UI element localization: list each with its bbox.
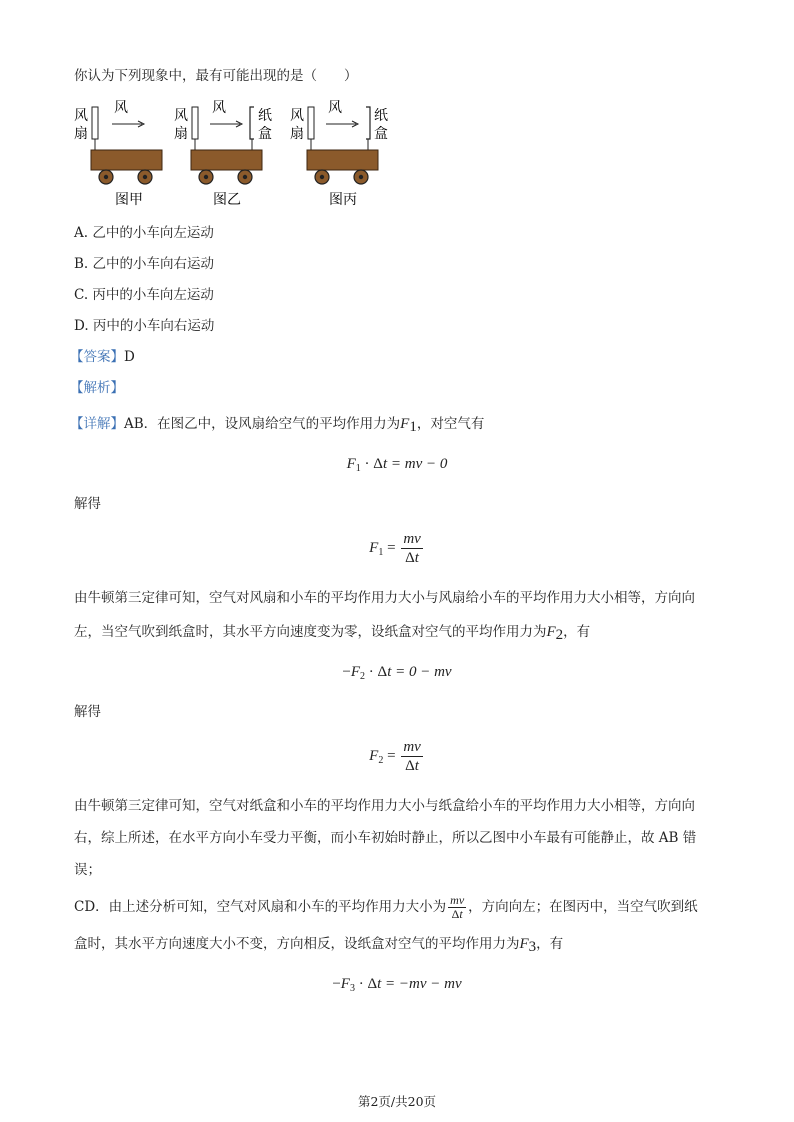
cart-body bbox=[307, 150, 378, 170]
equation-3: $-F_2 \cdot \Delta t = 0$ − mv bbox=[342, 664, 452, 682]
detail-p3c: 误； bbox=[74, 862, 101, 878]
paper-box-icon bbox=[250, 107, 254, 139]
equation-1: $F_1 \cdot \Delta t$ = mv − 0 bbox=[346, 456, 448, 474]
answer-tag: 【答案】 bbox=[70, 349, 124, 365]
svg-text:风: 风 bbox=[290, 108, 304, 124]
answer-line bbox=[70, 347, 135, 367]
detail-tag: 【详解】 bbox=[70, 416, 124, 432]
svg-text:扇: 扇 bbox=[290, 126, 304, 142]
svg-text:风: 风 bbox=[212, 100, 226, 116]
equation-2: $F_1$ = $\frac{mv}{\Delta t}$ bbox=[369, 531, 421, 566]
cart-figure bbox=[70, 98, 390, 218]
detail-p3a: 由牛顿第三定律可知，空气对纸盒和小车的平均作用力大小与纸盒给小车的平均作用力大小相等，方向向 bbox=[74, 798, 695, 814]
equation-4: $F_2$ = $\frac{mv}{\Delta t}$ bbox=[369, 739, 421, 774]
equation-5: $-F_3 \cdot \Delta t = -mv$ − mv bbox=[332, 976, 462, 994]
page-footer: 第2页/共20页 bbox=[357, 1094, 437, 1109]
detail-p3b: 右，综上所述，在水平方向小车受力平衡，而小车初始时静止，所以乙图中小车最有可能静止，故 AB 错 bbox=[74, 830, 697, 846]
option-c: C. 丙中的小车向左运动 bbox=[74, 287, 214, 303]
answer-value: D bbox=[124, 349, 135, 365]
cart-yi bbox=[174, 100, 272, 208]
cart-body bbox=[191, 150, 262, 170]
question-stem: 你认为下列现象中，最有可能出现的是（ ） bbox=[74, 68, 358, 84]
fan-label-1: 风 bbox=[74, 108, 88, 124]
option-a: A. 乙中的小车向左运动 bbox=[74, 225, 214, 241]
fan-icon bbox=[92, 107, 98, 139]
wind-label: 风 bbox=[114, 100, 128, 116]
cart-bing bbox=[290, 100, 388, 208]
svg-text:扇: 扇 bbox=[174, 126, 188, 142]
fan-icon bbox=[192, 107, 198, 139]
jiede-1: 解得 bbox=[74, 496, 101, 512]
svg-text:风: 风 bbox=[328, 100, 342, 116]
option-d: D. 丙中的小车向右运动 bbox=[74, 318, 215, 334]
box-label-2: 盒 bbox=[258, 126, 272, 142]
paper-box-icon bbox=[366, 107, 370, 139]
cart-jia bbox=[74, 100, 162, 208]
jiede-2: 解得 bbox=[74, 704, 101, 720]
detail-p2a: 由牛顿第三定律可知，空气对风扇和小车的平均作用力大小与风扇给小车的平均作用力大小相等，方向向 bbox=[74, 590, 695, 606]
box-label-1: 纸 bbox=[258, 108, 272, 124]
option-b: B. 乙中的小车向右运动 bbox=[74, 256, 215, 272]
cart-body bbox=[91, 150, 162, 170]
svg-text:风: 风 bbox=[174, 108, 188, 124]
caption-jia: 图甲 bbox=[115, 192, 143, 208]
caption-bing: 图丙 bbox=[329, 192, 357, 208]
svg-text:盒: 盒 bbox=[374, 126, 388, 142]
detail-p4a: CD．由上述分析可知，空气对风扇和小车的平均作用力大小为 $\frac{mv}{\Delta t}$ ，方向向左；在图丙中，当空气吹到纸 bbox=[74, 893, 698, 921]
caption-yi: 图乙 bbox=[213, 192, 241, 208]
detail-p4b: 盒时，其水平方向速度大小不变，方向相反，设纸盒对空气的平均作用力为$F_3$，有 bbox=[74, 936, 564, 955]
fan-label-2: 扇 bbox=[74, 126, 88, 142]
fan-icon bbox=[308, 107, 314, 139]
detail-p1: 【详解】AB．在图乙中，设风扇给空气的平均作用力为$F_1$，对空气有 bbox=[70, 416, 485, 435]
analysis-tag: 【解析】 bbox=[70, 380, 124, 396]
svg-text:纸: 纸 bbox=[374, 108, 388, 124]
detail-p2b: 左，当空气吹到纸盒时，其水平方向速度变为零，设纸盒对空气的平均作用力为$F_2$，有 bbox=[74, 624, 591, 643]
